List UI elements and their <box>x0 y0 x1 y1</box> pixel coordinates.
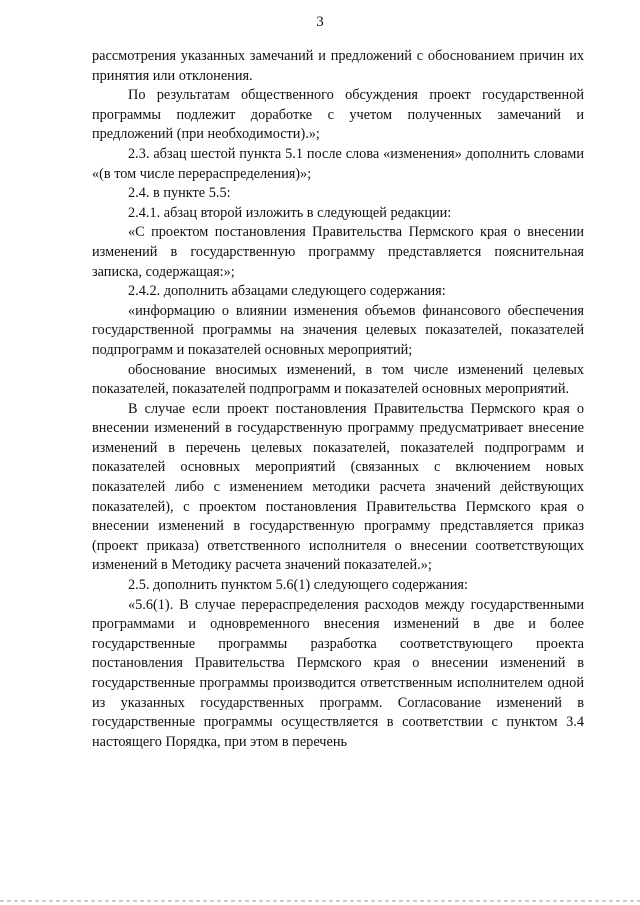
paragraph-7: 2.4.2. дополнить абзацами следующего содержания: <box>128 283 446 300</box>
paragraph-11: 2.5. дополнить пунктом 5.6(1) следующего содержания: <box>128 577 468 594</box>
paragraph-6: «С проектом постановления Правительства Пермского края о внесении изменений в государственную программу представляется пояснительная записка, содержащая:»; <box>92 224 584 280</box>
paragraph-10: В случае если проект постановления Правительства Пермского края о внесении изменений в государственную программу предусматривает внесение изменений в перечень целевых показателей, показателей подпрограмм и показателей основных мероприятий (связанных с включением новых показателей либо с изменением методики расчета значений действующих показателей), с проектом постановления Правительства Пермского края о внесении изменений в государственную программу представляется приказ (проект приказа) ответственного исполнителя о внесении соответствующих изменений в Методику расчета значений показателей.»; <box>92 400 584 574</box>
paragraph-8: «информацию о влиянии изменения объемов финансового обеспечения государственной программы на значения целевых показателей, показателей подпрограмм и показателей основных мероприятий; <box>92 302 584 358</box>
paragraph-4: 2.4. в пункте 5.5: <box>128 185 231 202</box>
paragraph-3: 2.3. абзац шестой пункта 5.1 после слова «изменения» дополнить словами «(в том числе перераспределения)»; <box>92 145 584 182</box>
paragraph-1: рассмотрения указанных замечаний и предложений с обоснованием причин их принятия или отклонения. <box>92 48 584 84</box>
scan-edge-divider <box>0 900 640 902</box>
paragraph-5: 2.4.1. абзац второй изложить в следующей редакции: <box>128 204 452 221</box>
paragraph-2: По результатам общественного обсуждения проект государственной программы подлежит доработке с учетом полученных замечаний и предложений (при необходимости).»; <box>92 87 584 143</box>
paragraph-9: обоснование вносимых изменений, в том числе изменений целевых показателей, показателей подпрограмм и показателей основных мероприятий. <box>92 361 584 398</box>
document-body <box>92 47 584 752</box>
page-number: 3 <box>316 14 324 30</box>
paragraph-12: «5.6(1). В случае перераспределения расходов между государственными программами и одновременного внесения изменений в две и более государственные программы разработка соответствующего проекта постановления Правительства Пермского края о внесении изменений в государственные программы производится ответственным исполнителем одной из указанных государственных программ. Согласование изменений в государственные программы осуществляется в соответствии с пунктом 3.4 настоящего Порядка, при этом в перечень <box>92 596 584 750</box>
